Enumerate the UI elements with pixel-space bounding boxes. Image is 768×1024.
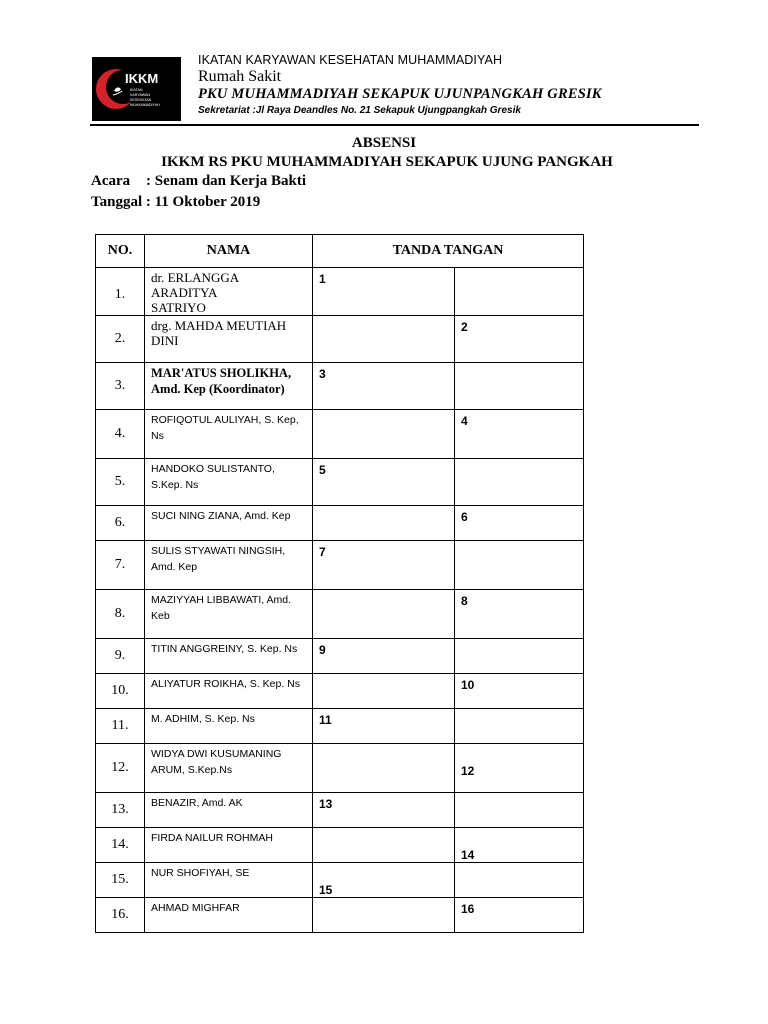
name-line-1: SULIS STYAWATI NINGSIH, (151, 545, 286, 557)
participant-name (145, 639, 313, 674)
row-number: 2. (96, 316, 145, 363)
table-row (96, 316, 584, 363)
svg-text:MUHAMMADIYAH: MUHAMMADIYAH (130, 103, 160, 107)
participant-name (145, 459, 313, 506)
table-row (96, 898, 584, 933)
participant-name (145, 410, 313, 459)
signature-number: 9 (319, 643, 326, 657)
signature-number: 8 (461, 594, 468, 608)
name-line-1: dr. ERLANGGA ARADITYA (151, 270, 239, 300)
participant-name (145, 744, 313, 793)
signature-cell-left[interactable] (313, 541, 455, 590)
signature-number: 6 (461, 510, 468, 524)
signature-cell-right[interactable] (455, 709, 584, 744)
signature-number: 3 (319, 367, 326, 381)
name-line-1: TITIN ANGGREINY, S. Kep. Ns (151, 643, 298, 655)
signature-cell-left[interactable] (313, 268, 455, 316)
signature-cell-right[interactable] (455, 590, 584, 639)
signature-cell-left[interactable] (313, 674, 455, 709)
document-title: ABSENSI (351, 135, 417, 151)
name-line-1: ROFIQOTUL AULIYAH, S. Kep, (151, 414, 299, 426)
participant-name (145, 590, 313, 639)
row-number: 7. (96, 541, 145, 590)
signature-cell-right[interactable] (455, 410, 584, 459)
signature-cell-left[interactable] (313, 709, 455, 744)
tanggal-label: Tanggal (91, 194, 143, 210)
org-name: IKATAN KARYAWAN KESEHATAN MUHAMMADIYAH (198, 53, 503, 67)
participant-name (145, 268, 313, 316)
participant-name (145, 541, 313, 590)
signature-cell-left[interactable] (313, 828, 455, 863)
svg-text:KARYAWAN: KARYAWAN (130, 93, 150, 97)
table-row (96, 541, 584, 590)
participant-name (145, 709, 313, 744)
logo-text: IKKM (125, 71, 159, 86)
name-line-2: Amd. Kep (151, 561, 198, 573)
signature-number: 1 (319, 272, 326, 286)
name-line-1: drg. MAHDA MEUTIAH (151, 318, 287, 333)
table-row (96, 268, 584, 316)
signature-cell-left[interactable] (313, 410, 455, 459)
signature-cell-right[interactable] (455, 863, 584, 898)
signature-number: 13 (319, 797, 333, 811)
row-number: 9. (96, 639, 145, 674)
signature-number: 2 (461, 320, 468, 334)
signature-number: 10 (461, 678, 475, 692)
signature-number: 12 (461, 764, 475, 778)
signature-cell-left[interactable] (313, 590, 455, 639)
table-row (96, 506, 584, 541)
table-row (96, 828, 584, 863)
signature-cell-left[interactable] (313, 316, 455, 363)
signature-cell-left[interactable] (313, 639, 455, 674)
table-row (96, 674, 584, 709)
signature-cell-right[interactable] (455, 363, 584, 410)
name-line-1: ALIYATUR ROIKHA, S. Kep. Ns (151, 678, 300, 690)
name-line-1: SUCI NING ZIANA, Amd. Kep (151, 510, 291, 522)
name-line-1: BENAZIR, Amd. AK (151, 797, 243, 809)
row-number: 1. (96, 268, 145, 316)
signature-cell-left[interactable] (313, 898, 455, 933)
signature-number: 5 (319, 463, 326, 477)
participant-name (145, 506, 313, 541)
name-line-2: S.Kep. Ns (151, 479, 199, 491)
name-line-2: Amd. Kep (Koordinator) (151, 382, 285, 396)
header-nama: NAMA (145, 235, 313, 268)
name-line-1: FIRDA NAILUR ROHMAH (151, 832, 273, 844)
row-number: 8. (96, 590, 145, 639)
row-number: 13. (96, 793, 145, 828)
signature-number: 11 (319, 713, 332, 727)
signature-cell-right[interactable] (455, 459, 584, 506)
svg-text:IKATAN: IKATAN (130, 88, 143, 92)
ikkm-logo (92, 57, 181, 121)
header-no: NO. (96, 235, 145, 268)
row-number: 6. (96, 506, 145, 541)
tanggal-row (91, 194, 260, 211)
name-line-2: ARUM, S.Kep.Ns (151, 764, 233, 776)
signature-cell-right[interactable] (455, 639, 584, 674)
row-number: 10. (96, 674, 145, 709)
header-divider (90, 124, 699, 126)
signature-number: 4 (461, 414, 468, 428)
document-subtitle: IKKM RS PKU MUHAMMADIYAH SEKAPUK UJUNG PANGKAH (161, 154, 613, 170)
row-number: 16. (96, 898, 145, 933)
signature-cell-right[interactable] (455, 793, 584, 828)
signature-number: 16 (461, 902, 475, 916)
table-row (96, 410, 584, 459)
row-number: 4. (96, 410, 145, 459)
org-sub: Rumah Sakit (198, 68, 282, 85)
acara-value: : Senam dan Kerja Bakti (146, 173, 307, 189)
participant-name (145, 898, 313, 933)
tanggal-value: : 11 Oktober 2019 (145, 194, 261, 210)
row-number: 3. (96, 363, 145, 410)
name-line-1: MAR'ATUS SHOLIKHA, (151, 366, 292, 380)
signature-cell-right[interactable] (455, 541, 584, 590)
signature-cell-left[interactable] (313, 863, 455, 898)
table-row (96, 639, 584, 674)
table-row (96, 459, 584, 506)
table-row (96, 709, 584, 744)
signature-cell-right[interactable] (455, 316, 584, 363)
participant-name (145, 863, 313, 898)
row-number: 11. (96, 709, 145, 744)
row-number: 5. (96, 459, 145, 506)
signature-cell-left[interactable] (313, 363, 455, 410)
row-number: 12. (96, 744, 145, 793)
participant-name (145, 363, 313, 410)
row-number: 15. (96, 863, 145, 898)
signature-cell-left[interactable] (313, 793, 455, 828)
name-line-1: HANDOKO SULISTANTO, (151, 463, 275, 475)
participant-name (145, 674, 313, 709)
signature-cell-left[interactable] (313, 506, 455, 541)
svg-text:KESEHATAN: KESEHATAN (130, 98, 152, 102)
name-line-2: SATRIYO (151, 300, 206, 315)
name-line-2: Keb (151, 610, 170, 622)
signature-cell-right[interactable] (455, 506, 584, 541)
hospital-name: PKU MUHAMMADIYAH SEKAPUK UJUNPANGKAH GRESIK (198, 86, 602, 102)
table-row (96, 590, 584, 639)
table-header-row (96, 235, 584, 268)
signature-cell-right[interactable] (455, 674, 584, 709)
name-line-2: Ns (151, 430, 164, 442)
table-row (96, 863, 584, 898)
table-row (96, 744, 584, 793)
signature-number: 7 (319, 545, 326, 559)
table-row (96, 793, 584, 828)
secretariat-address: Sekretariat :Jl Raya Deandles No. 21 Sekapuk Ujungpangkah Gresik (198, 105, 521, 116)
participant-name (145, 828, 313, 863)
name-line-1: WIDYA DWI KUSUMANING (151, 748, 282, 760)
name-line-1: NUR SHOFIYAH, SE (151, 867, 250, 879)
signature-number: 15 (319, 883, 333, 897)
name-line-2: DINI (151, 333, 179, 348)
header-tanda-tangan: TANDA TANGAN (313, 235, 584, 268)
signature-cell-left[interactable] (313, 744, 455, 793)
participant-name (145, 793, 313, 828)
signature-cell-left[interactable] (313, 459, 455, 506)
attendance-table (95, 234, 584, 933)
signature-cell-right[interactable] (455, 744, 584, 793)
signature-number: 14 (461, 848, 475, 862)
participant-name (145, 316, 313, 363)
name-line-1: M. ADHIM, S. Kep. Ns (151, 713, 255, 725)
name-line-1: AHMAD MIGHFAR (151, 902, 240, 914)
name-line-1: MAZIYYAH LIBBAWATI, Amd. (151, 594, 292, 606)
signature-cell-right[interactable] (455, 828, 584, 863)
signature-cell-right[interactable] (455, 268, 584, 316)
row-number: 14. (96, 828, 145, 863)
signature-cell-right[interactable] (455, 898, 584, 933)
acara-row (91, 173, 306, 190)
table-row (96, 363, 584, 410)
acara-label: Acara (91, 173, 131, 189)
